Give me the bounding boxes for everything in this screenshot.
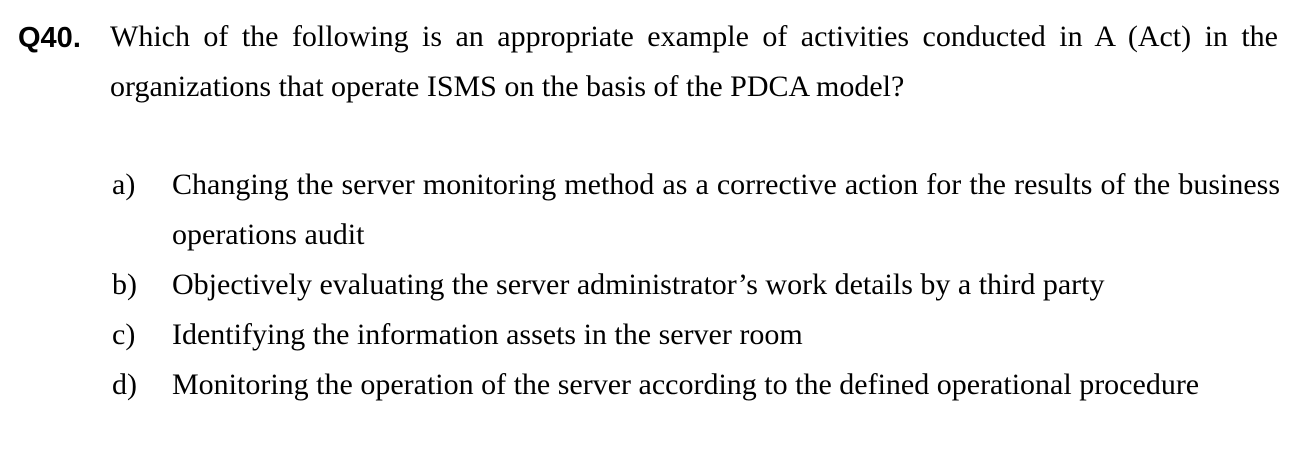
option-letter: d) [112,368,137,401]
question-text: Which of the following is an appropriate example of activities conducted in A (Act) in the organizations that operate ISMS on the basis of the PDCA model? [110,20,1278,103]
answer-options [112,160,1280,410]
question-number: Q40. [18,22,81,54]
option-d [112,360,1280,410]
option-text: Monitoring the operation of the server according to the defined operational procedure [172,368,1200,401]
option-text: Objectively evaluating the server administrator’s work details by a third party [172,268,1105,301]
option-text: Identifying the information assets in the server room [172,318,803,351]
option-c [112,310,1280,360]
option-b [112,260,1280,310]
option-letter: c) [112,318,136,351]
option-letter: a) [112,168,136,201]
option-a [112,160,1280,260]
option-letter: b) [112,268,137,301]
option-text: Changing the server monitoring method as a corrective action for the results of the business operations audit [172,168,1280,251]
